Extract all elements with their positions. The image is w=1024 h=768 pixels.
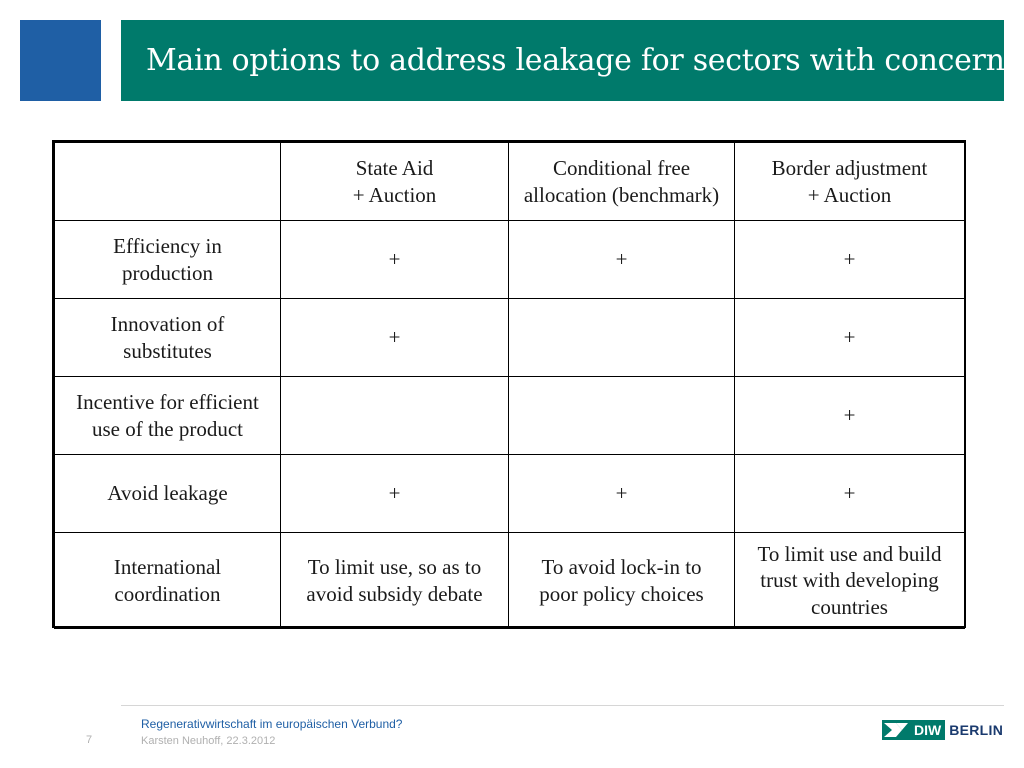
- table-cell: [281, 377, 509, 455]
- options-table-frame: [52, 140, 966, 628]
- footer-divider: [121, 705, 1004, 706]
- diw-berlin-logo: [882, 720, 1003, 740]
- table-row: [55, 221, 965, 299]
- table-cell: To limit use, so as to avoid subsidy debate: [281, 533, 509, 629]
- table-row: [55, 533, 965, 629]
- table-cell: +: [735, 221, 965, 299]
- table-row-label: Incentive for efficient use of the product: [55, 377, 281, 455]
- table-row-label: Avoid leakage: [55, 455, 281, 533]
- table-row-label: International coordination: [55, 533, 281, 629]
- table-cell: +: [509, 455, 735, 533]
- table-cell: To limit use and build trust with developing countries: [735, 533, 965, 629]
- logo-diw-text: DIW: [912, 720, 945, 740]
- diw-logo-mark-icon: [882, 720, 912, 740]
- table-cell: +: [281, 221, 509, 299]
- table-cell: +: [735, 455, 965, 533]
- table-row: [55, 455, 965, 533]
- table-cell: [509, 377, 735, 455]
- table-row: [55, 377, 965, 455]
- table-header-cell: Border adjustment + Auction: [735, 143, 965, 221]
- options-table: [54, 142, 965, 629]
- table-header-cell: [55, 143, 281, 221]
- table-cell: To avoid lock-in to poor policy choices: [509, 533, 735, 629]
- logo-berlin-text: BERLIN: [949, 722, 1004, 738]
- table-row: [55, 299, 965, 377]
- title-bar: [121, 20, 1004, 101]
- footer-author-date: Karsten Neuhoff, 22.3.2012: [141, 735, 276, 747]
- accent-square: [20, 20, 101, 101]
- table-cell: [509, 299, 735, 377]
- table-cell: +: [735, 377, 965, 455]
- table-cell: +: [509, 221, 735, 299]
- table-row-label: Innovation of substitutes: [55, 299, 281, 377]
- table-header-cell: State Aid + Auction: [281, 143, 509, 221]
- options-table-body: [55, 143, 965, 629]
- page-number: 7: [86, 734, 93, 746]
- table-header-row: [55, 143, 965, 221]
- table-header-cell: Conditional free allocation (benchmark): [509, 143, 735, 221]
- table-cell: +: [281, 455, 509, 533]
- table-cell: +: [735, 299, 965, 377]
- table-cell: +: [281, 299, 509, 377]
- table-row-label: Efficiency in production: [55, 221, 281, 299]
- footer-title: Regenerativwirtschaft im europäischen Verbund?: [141, 717, 403, 731]
- slide-title: Main options to address leakage for sectors with concern: [146, 43, 1005, 78]
